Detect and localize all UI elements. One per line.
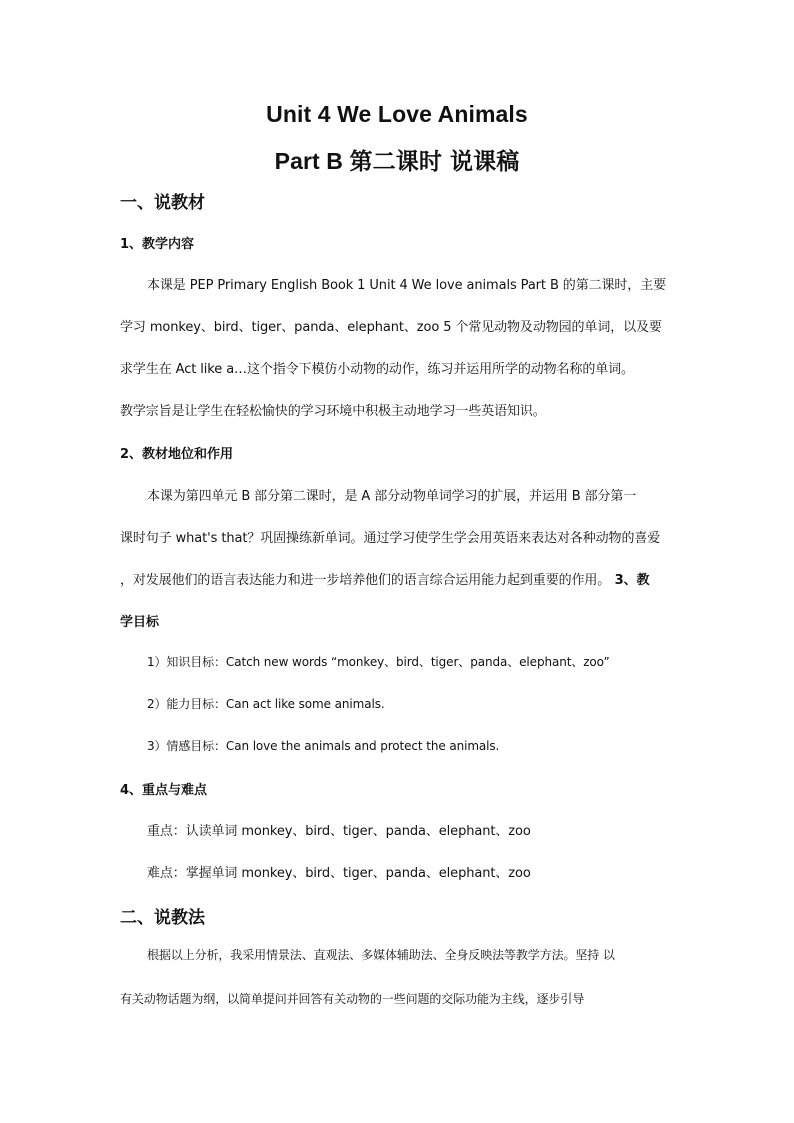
paragraph-line-text: ，对发展他们的语言表达能力和进一步培养他们的语言综合运用能力起到重要的作用。 xyxy=(120,573,611,588)
difficulty-item: 难点：掌握单词 monkey、bird、tiger、panda、elephant、zoo xyxy=(147,866,531,881)
subsection-1-heading: 1、教学内容 xyxy=(120,237,195,252)
objective-item: 3）情感目标：Can love the animals and protect the animals. xyxy=(147,739,500,753)
subsection-4-heading: 4、重点与难点 xyxy=(120,783,208,798)
objective-item: 1）知识目标：Catch new words “monkey、bird、tiger、panda、elephant、zoo” xyxy=(147,655,610,669)
paragraph-line: 求学生在 Act like a…这个指令下模仿小动物的动作，练习并运用所学的动物名称的单词。 xyxy=(120,362,634,377)
section-1-heading: 一、说教材 xyxy=(120,193,205,213)
paragraph-line: 教学宗旨是让学生在轻松愉快的学习环境中积极主动地学习一些英语知识。 xyxy=(120,404,546,419)
document-title xyxy=(0,101,794,128)
document-subtitle xyxy=(0,143,794,176)
title-line-1: Unit 4 We Love Animals xyxy=(266,101,528,127)
subsection-3-heading-start: 3、教 xyxy=(610,573,650,588)
paragraph-line: 本课为第四单元 B 部分第二课时，是 A 部分动物单词学习的扩展，并运用 B 部分第一 xyxy=(147,489,637,504)
paragraph-line: 课时句子 what's that？巩固操练新单词。通过学习使学生学会用英语来表达对各种动物的喜爱 xyxy=(120,531,661,546)
paragraph-line: 学习 monkey、bird、tiger、panda、elephant、zoo 5 个常见动物及动物园的单词，以及要 xyxy=(120,320,662,335)
paragraph-line: 根据以上分析，我采用情景法、直观法、多媒体辅助法、全身反映法等教学方法。坚持 以 xyxy=(147,948,615,962)
paragraph-line xyxy=(120,569,649,588)
section-2-heading: 二、说教法 xyxy=(120,908,205,928)
objective-item: 2）能力目标：Can act like some animals. xyxy=(147,697,385,711)
subsection-2-heading: 2、教材地位和作用 xyxy=(120,447,234,462)
key-point-item: 重点：认读单词 monkey、bird、tiger、panda、elephant、zoo xyxy=(147,824,531,839)
title-line-2-cn: 第二课时 说课稿 xyxy=(349,149,520,175)
paragraph-line: 本课是 PEP Primary English Book 1 Unit 4 We love animals Part B 的第二课时，主要 xyxy=(147,278,667,293)
title-line-2-prefix: Part B xyxy=(274,148,350,174)
subsection-3-heading-end: 学目标 xyxy=(120,615,160,630)
paragraph-line: 有关动物话题为纲，以简单提问并回答有关动物的一些问题的交际功能为主线，逐步引导 xyxy=(120,992,585,1006)
